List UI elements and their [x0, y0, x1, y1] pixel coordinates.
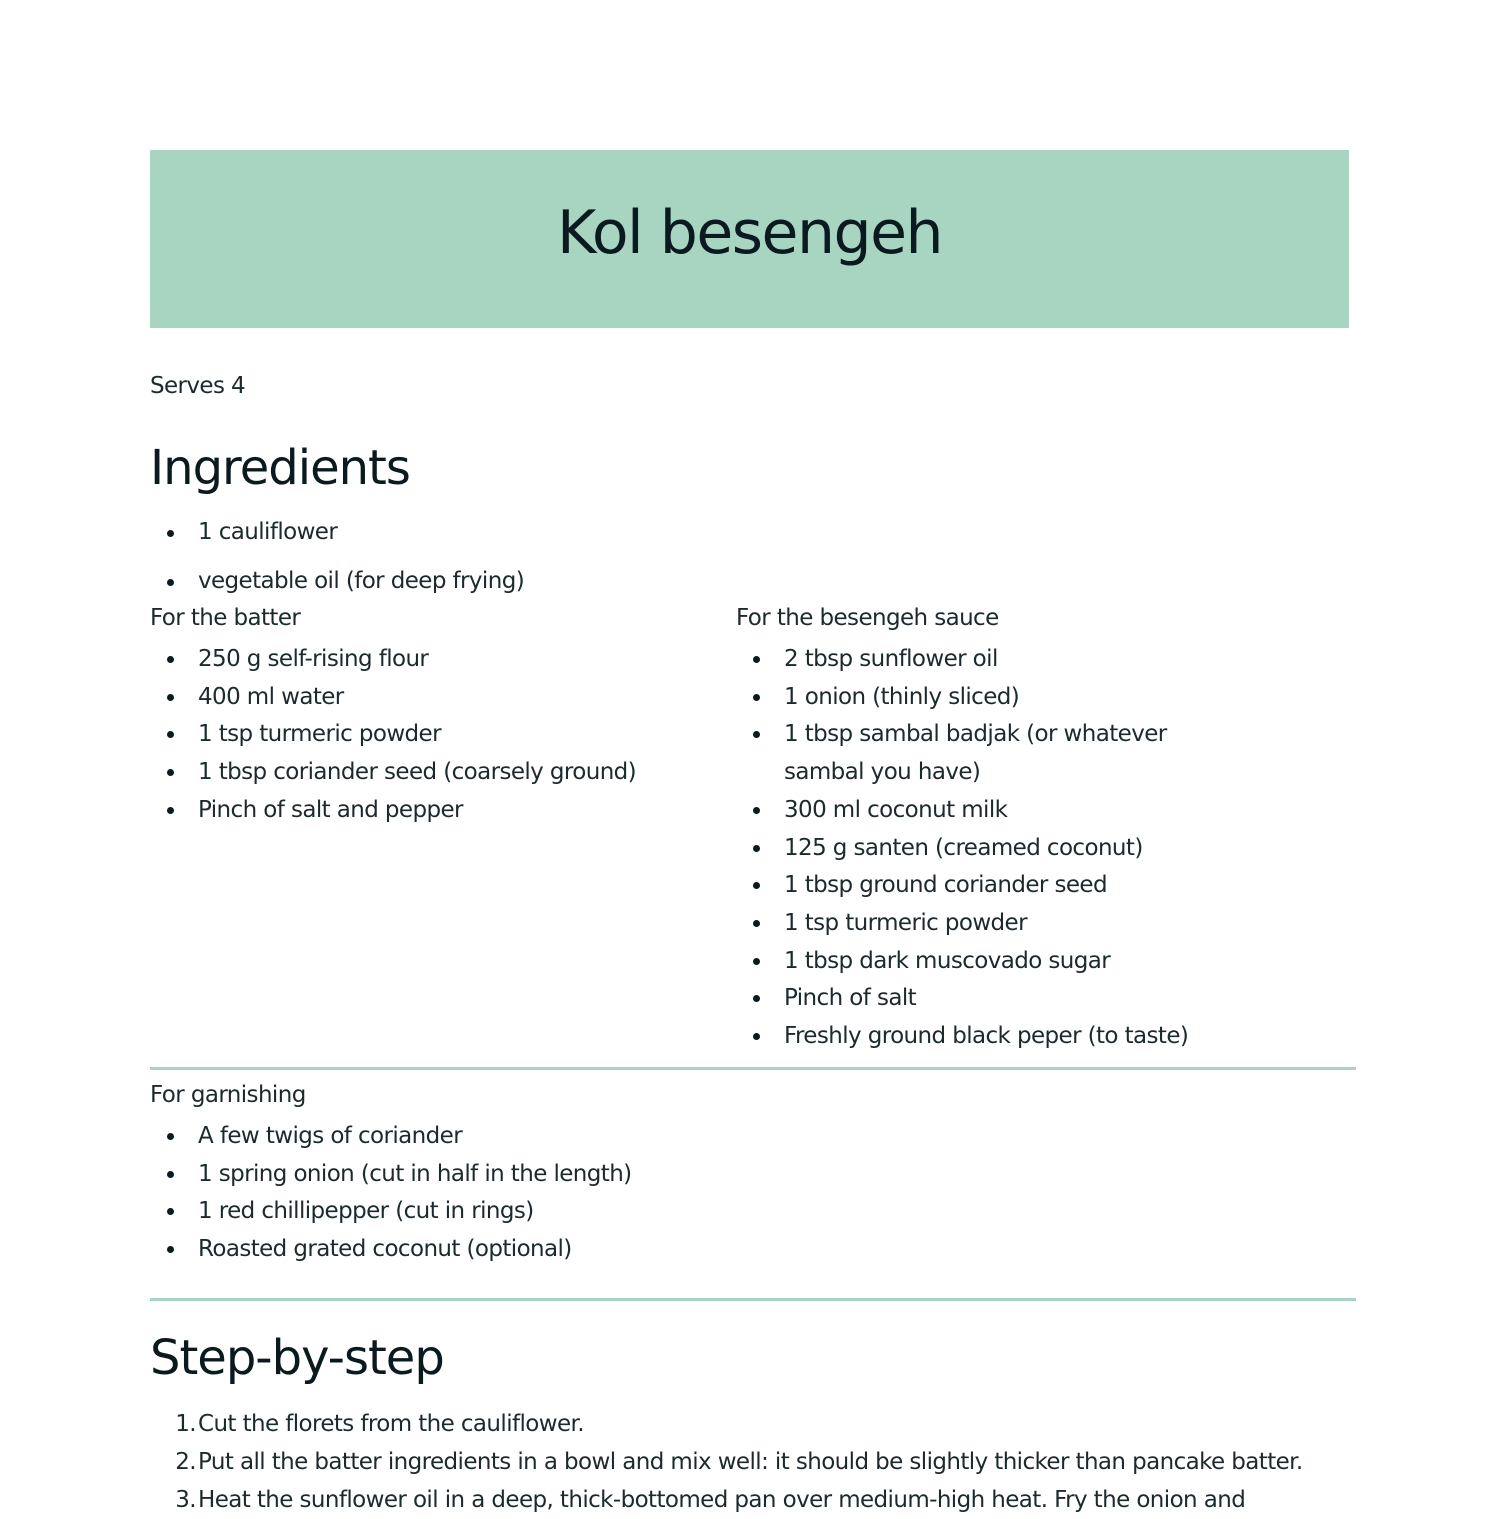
bullet-icon	[753, 807, 760, 814]
list-item: 125 g santen (creamed coconut)	[736, 830, 1296, 868]
recipe-title: Kol besengeh	[556, 198, 943, 268]
sauce-heading: For the besengeh sauce	[736, 605, 999, 631]
list-item: 1 red chillipepper (cut in rings)	[150, 1193, 1050, 1231]
section-divider	[150, 1067, 1356, 1070]
list-item: 250 g self-rising flour	[150, 641, 710, 679]
bullet-icon	[167, 1246, 174, 1253]
step-text: Cut the florets from the cauliflower.	[198, 1411, 584, 1437]
bullet-icon	[167, 579, 174, 586]
list-item: 300 ml coconut milk	[736, 792, 1296, 830]
bullet-icon	[753, 882, 760, 889]
list-item: 1 tbsp sambal badjak (or whatever sambal you have)	[736, 716, 1296, 791]
step-item	[150, 1443, 1360, 1481]
serves-count: Serves 4	[150, 373, 246, 399]
list-item: 1 tbsp coriander seed (coarsely ground)	[150, 754, 710, 792]
list-item: A few twigs of coriander	[150, 1118, 1050, 1156]
step-text: Put all the batter ingredients in a bowl and mix well: it should be slightly thicker than pancake batter.	[198, 1449, 1303, 1475]
bullet-icon	[167, 1171, 174, 1178]
steps-list	[150, 1405, 1360, 1519]
bullet-icon	[167, 530, 174, 537]
bullet-icon	[167, 1208, 174, 1215]
bullet-icon	[167, 807, 174, 814]
list-item: vegetable oil (for deep frying)	[150, 564, 524, 613]
list-item: Roasted grated coconut (optional)	[150, 1231, 1050, 1269]
section-divider	[150, 1298, 1356, 1301]
main-ingredients-list	[150, 515, 524, 613]
garnish-heading: For garnishing	[150, 1082, 306, 1108]
bullet-icon	[753, 845, 760, 852]
bullet-icon	[167, 656, 174, 663]
step-item	[150, 1405, 1360, 1443]
bullet-icon	[753, 920, 760, 927]
step-number: 3.	[175, 1487, 196, 1513]
list-item: 1 spring onion (cut in half in the length)	[150, 1156, 1050, 1194]
step-text: Heat the sunflower oil in a deep, thick-bottomed pan over medium-high heat. Fry the onion and	[198, 1487, 1246, 1513]
title-banner	[150, 150, 1349, 328]
list-item: 1 onion (thinly sliced)	[736, 679, 1296, 717]
step-item	[150, 1481, 1360, 1519]
bullet-icon	[167, 731, 174, 738]
bullet-icon	[753, 731, 760, 738]
list-item: 1 tsp turmeric powder	[150, 716, 710, 754]
bullet-icon	[167, 694, 174, 701]
list-item: 1 cauliflower	[150, 515, 524, 564]
bullet-icon	[753, 694, 760, 701]
list-item: 1 tbsp ground coriander seed	[736, 867, 1296, 905]
sauce-list	[736, 641, 1296, 1056]
recipe-page	[150, 150, 1356, 1513]
step-number: 2.	[175, 1449, 196, 1475]
list-item: 400 ml water	[150, 679, 710, 717]
list-item: 2 tbsp sunflower oil	[736, 641, 1296, 679]
list-item: Freshly ground black peper (to taste)	[736, 1018, 1296, 1056]
garnish-section	[150, 1082, 1050, 1269]
bullet-icon	[753, 958, 760, 965]
bullet-icon	[753, 995, 760, 1002]
list-item: 1 tbsp dark muscovado sugar	[736, 943, 1296, 981]
batter-heading: For the batter	[150, 605, 301, 631]
bullet-icon	[167, 1133, 174, 1140]
batter-list	[150, 641, 710, 830]
bullet-icon	[753, 656, 760, 663]
bullet-icon	[753, 1033, 760, 1040]
list-item: 1 tsp turmeric powder	[736, 905, 1296, 943]
list-item: Pinch of salt	[736, 980, 1296, 1018]
bullet-icon	[167, 769, 174, 776]
steps-heading: Step-by-step	[150, 1330, 444, 1386]
sauce-section	[736, 605, 1296, 1056]
step-number: 1.	[175, 1411, 196, 1437]
batter-section	[150, 605, 710, 830]
list-item: Pinch of salt and pepper	[150, 792, 710, 830]
garnish-list	[150, 1118, 1050, 1269]
ingredients-heading: Ingredients	[150, 440, 410, 496]
